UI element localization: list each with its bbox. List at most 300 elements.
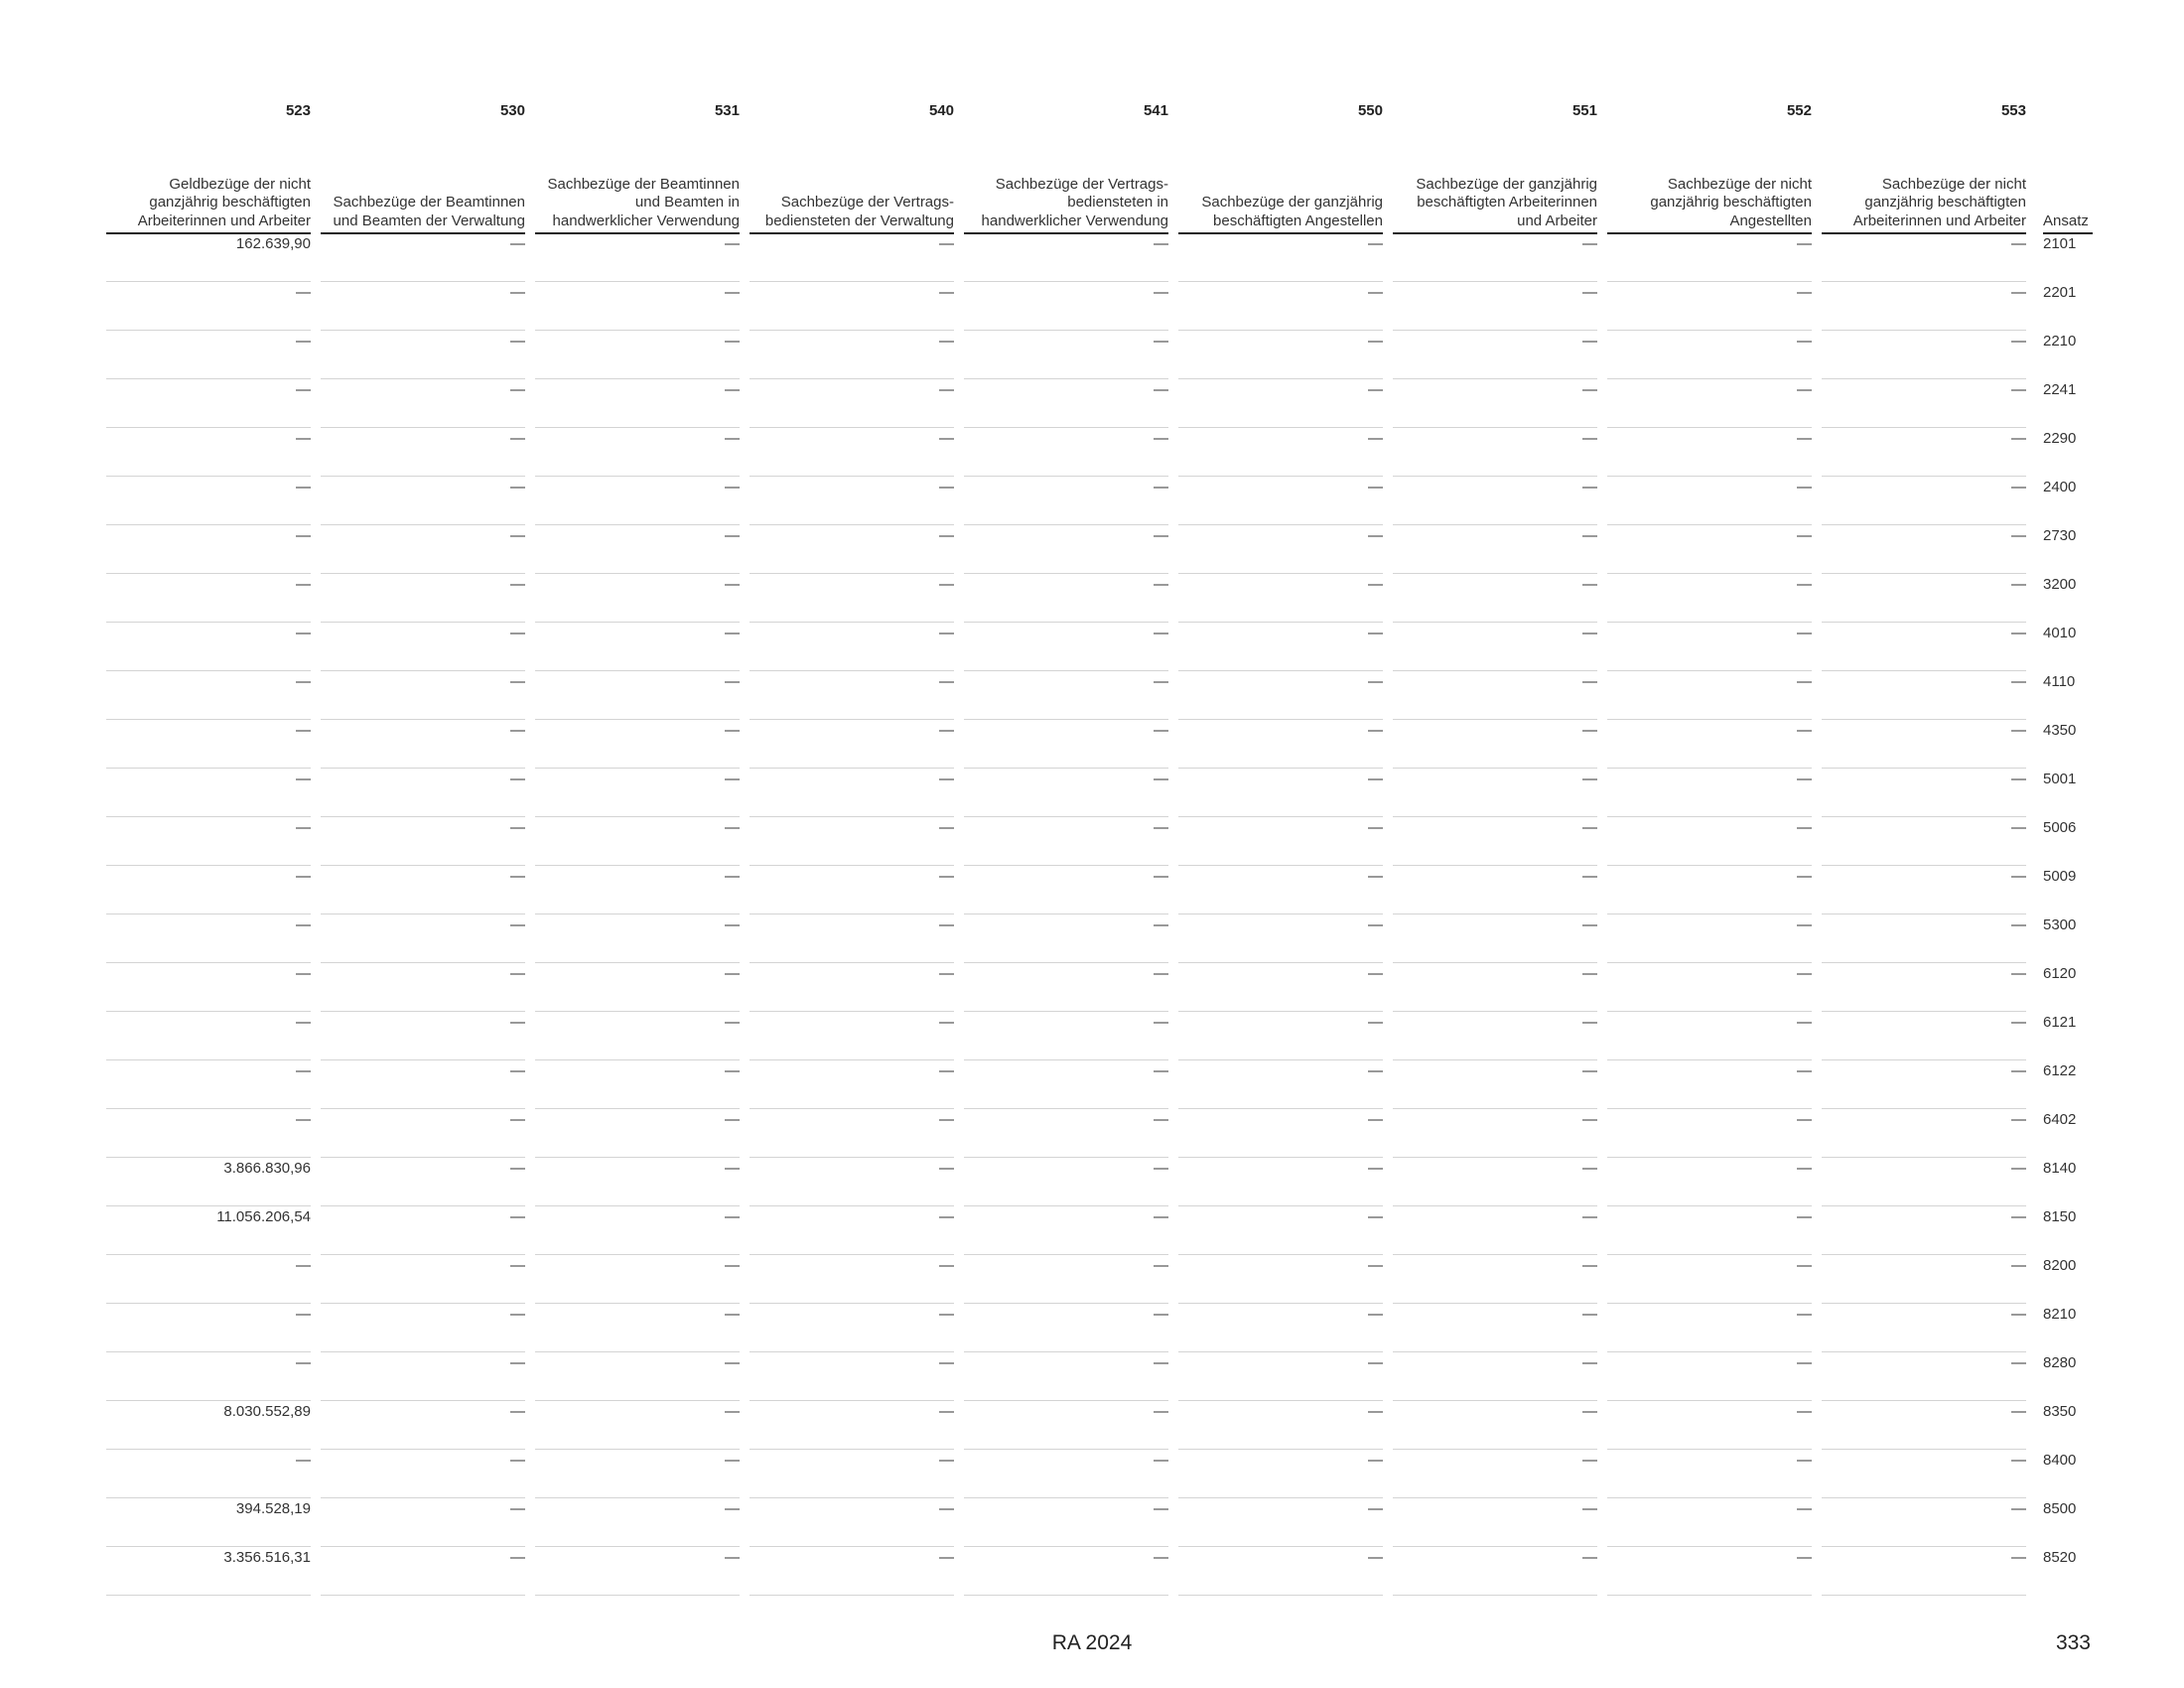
table-cell: — <box>1368 868 1383 885</box>
row-separator <box>321 816 525 817</box>
table-cell: — <box>1797 916 1812 933</box>
row-separator <box>1822 1497 2026 1498</box>
table-cell: — <box>2011 1549 2026 1566</box>
table-cell: — <box>2011 1014 2026 1031</box>
column-header-rule <box>964 232 1168 234</box>
row-separator <box>1393 816 1597 817</box>
row-separator <box>964 427 1168 428</box>
row-separator <box>1607 524 1812 525</box>
row-separator <box>1178 524 1383 525</box>
row-separator <box>1178 1303 1383 1304</box>
table-cell: — <box>725 1354 740 1371</box>
table-cell: — <box>1154 1500 1168 1517</box>
row-separator <box>321 622 525 623</box>
ansatz-code: 6122 <box>2043 1062 2077 1079</box>
table-cell: — <box>1797 1111 1812 1128</box>
table-cell: — <box>510 235 525 252</box>
row-separator <box>321 1497 525 1498</box>
row-separator <box>106 1011 311 1012</box>
table-cell: — <box>510 819 525 836</box>
table-cell: — <box>510 333 525 350</box>
row-separator <box>321 1205 525 1206</box>
row-separator <box>106 768 311 769</box>
row-separator <box>535 524 740 525</box>
table-cell: — <box>939 1257 954 1274</box>
ansatz-header-rule <box>2043 232 2093 234</box>
column-label-line: Arbeiterinnen und Arbeiter <box>1852 211 2026 229</box>
ansatz-code: 8140 <box>2043 1160 2077 1177</box>
row-separator <box>1822 865 2026 866</box>
row-separator <box>321 1351 525 1352</box>
table-cell: — <box>2011 1160 2026 1177</box>
row-separator <box>1393 1254 1597 1255</box>
row-separator <box>964 670 1168 671</box>
table-cell: — <box>725 819 740 836</box>
table-cell: — <box>725 1306 740 1323</box>
row-separator <box>1822 1449 2026 1450</box>
table-cell: — <box>1154 722 1168 739</box>
row-separator <box>1178 865 1383 866</box>
row-separator <box>535 865 740 866</box>
table-cell: — <box>1368 1014 1383 1031</box>
row-separator <box>1393 865 1597 866</box>
row-separator <box>535 427 740 428</box>
ansatz-code: 8200 <box>2043 1257 2077 1274</box>
row-separator <box>964 1351 1168 1352</box>
table-cell: — <box>1797 1500 1812 1517</box>
table-cell: — <box>1368 1403 1383 1420</box>
row-separator <box>1607 865 1812 866</box>
table-cell: — <box>1368 527 1383 544</box>
row-separator <box>535 1449 740 1450</box>
table-cell: — <box>939 527 954 544</box>
row-separator <box>1393 768 1597 769</box>
row-separator <box>535 1059 740 1060</box>
table-cell: — <box>510 625 525 641</box>
table-cell: — <box>2011 576 2026 593</box>
column-label-line: und Arbeiter <box>1517 211 1597 229</box>
table-cell: — <box>2011 381 2026 398</box>
table-cell: — <box>725 1208 740 1225</box>
table-cell: — <box>1582 576 1597 593</box>
row-separator <box>964 1205 1168 1206</box>
row-separator <box>321 1303 525 1304</box>
row-separator <box>106 524 311 525</box>
table-cell: — <box>725 916 740 933</box>
table-cell: — <box>725 381 740 398</box>
row-separator <box>1393 1011 1597 1012</box>
row-separator <box>1822 1595 2026 1596</box>
ansatz-code: 4350 <box>2043 722 2077 739</box>
table-cell: — <box>296 576 311 593</box>
table-cell: — <box>2011 868 2026 885</box>
column-label-line: ganzjährig beschäftigten <box>149 194 311 211</box>
row-separator <box>321 378 525 379</box>
table-cell: — <box>1368 235 1383 252</box>
table-cell: — <box>510 916 525 933</box>
row-separator <box>1607 1303 1812 1304</box>
table-cell: — <box>510 381 525 398</box>
row-separator <box>106 865 311 866</box>
row-separator <box>321 670 525 671</box>
row-separator <box>535 573 740 574</box>
row-separator <box>1607 962 1812 963</box>
row-separator <box>750 1011 954 1012</box>
table-cell: — <box>510 1403 525 1420</box>
table-cell: — <box>939 1062 954 1079</box>
row-separator <box>535 670 740 671</box>
column-header-rule <box>1393 232 1597 234</box>
column-label-line: Sachbezüge der ganzjährig <box>1201 194 1383 211</box>
table-cell: — <box>725 1014 740 1031</box>
row-separator <box>750 1400 954 1401</box>
row-separator <box>1393 573 1597 574</box>
column-label-line: Sachbezüge der Vertrags- <box>995 175 1168 193</box>
table-cell: — <box>1797 722 1812 739</box>
row-separator <box>1607 1497 1812 1498</box>
row-separator <box>964 1059 1168 1060</box>
row-separator <box>964 1595 1168 1596</box>
table-cell: — <box>2011 1500 2026 1517</box>
column-label-line: Angestellten <box>1729 211 1812 229</box>
column-header-rule <box>1178 232 1383 234</box>
table-cell: — <box>939 1014 954 1031</box>
row-separator <box>1607 476 1812 477</box>
row-separator <box>106 1205 311 1206</box>
row-separator <box>1178 573 1383 574</box>
table-cell: — <box>725 722 740 739</box>
row-separator <box>1178 330 1383 331</box>
row-separator <box>535 1497 740 1498</box>
footer-title: RA 2024 <box>1051 1631 1133 1654</box>
row-separator <box>750 719 954 720</box>
table-cell: — <box>510 1160 525 1177</box>
table-cell: — <box>1154 771 1168 787</box>
column-header-rule <box>106 232 311 234</box>
row-separator <box>750 1595 954 1596</box>
row-separator <box>1822 670 2026 671</box>
row-separator <box>750 524 954 525</box>
column-label-line: handwerklicher Verwendung <box>981 211 1168 229</box>
row-separator <box>1607 1595 1812 1596</box>
row-separator <box>1607 719 1812 720</box>
row-separator <box>750 573 954 574</box>
row-separator <box>106 1449 311 1450</box>
table-cell: — <box>1154 1111 1168 1128</box>
row-separator <box>964 1011 1168 1012</box>
row-separator <box>106 330 311 331</box>
table-cell: — <box>510 527 525 544</box>
table-cell: — <box>725 625 740 641</box>
row-separator <box>1607 622 1812 623</box>
row-separator <box>1607 378 1812 379</box>
row-separator <box>1822 1059 2026 1060</box>
column-label <box>529 175 740 230</box>
table-cell: — <box>939 916 954 933</box>
row-separator <box>321 524 525 525</box>
table-cell: — <box>725 1160 740 1177</box>
row-separator <box>750 865 954 866</box>
row-separator <box>1178 1351 1383 1352</box>
table-cell: — <box>1582 1062 1597 1079</box>
table-cell: — <box>1582 1208 1597 1225</box>
table-cell: — <box>1154 916 1168 933</box>
row-separator <box>1393 1108 1597 1109</box>
table-cell: — <box>1582 1160 1597 1177</box>
table-cell: — <box>725 1500 740 1517</box>
table-cell: — <box>510 576 525 593</box>
table-cell: — <box>296 673 311 690</box>
row-separator <box>1822 768 2026 769</box>
column-label-line: beschäftigten Arbeiterinnen <box>1417 194 1597 211</box>
row-separator <box>964 719 1168 720</box>
table-cell: — <box>725 673 740 690</box>
table-cell: — <box>2011 479 2026 495</box>
table-cell: — <box>510 1111 525 1128</box>
table-cell: 8.030.552,89 <box>223 1403 311 1420</box>
row-separator <box>750 281 954 282</box>
row-separator <box>321 719 525 720</box>
table-cell: — <box>1582 673 1597 690</box>
table-cell: — <box>296 333 311 350</box>
row-separator <box>1607 573 1812 574</box>
ansatz-code: 2400 <box>2043 479 2077 495</box>
table-cell: — <box>1368 1452 1383 1469</box>
row-separator <box>321 1400 525 1401</box>
table-cell: — <box>1154 868 1168 885</box>
table-cell: — <box>296 965 311 982</box>
column-header-rule <box>1607 232 1812 234</box>
column-label <box>744 175 954 230</box>
row-separator <box>321 1157 525 1158</box>
table-cell: — <box>939 1500 954 1517</box>
row-separator <box>535 1011 740 1012</box>
row-separator <box>1607 1205 1812 1206</box>
table-cell: — <box>1582 1403 1597 1420</box>
table-cell: — <box>939 1549 954 1566</box>
row-separator <box>321 427 525 428</box>
row-separator <box>535 1595 740 1596</box>
ansatz-code: 8500 <box>2043 1500 2077 1517</box>
ansatz-code: 2210 <box>2043 333 2077 350</box>
row-separator <box>750 1351 954 1352</box>
row-separator <box>535 719 740 720</box>
table-cell: — <box>510 868 525 885</box>
row-separator <box>1607 1108 1812 1109</box>
table-cell: — <box>2011 235 2026 252</box>
row-separator <box>1822 1157 2026 1158</box>
table-cell: — <box>510 479 525 495</box>
table-cell: — <box>1368 965 1383 982</box>
column-code: 541 <box>1143 102 1168 119</box>
table-cell: — <box>1582 284 1597 301</box>
row-separator <box>750 1254 954 1255</box>
column-code: 550 <box>1357 102 1383 119</box>
row-separator <box>1393 1497 1597 1498</box>
table-cell: — <box>1154 1160 1168 1177</box>
row-separator <box>1178 1205 1383 1206</box>
row-separator <box>750 816 954 817</box>
table-cell: — <box>1797 625 1812 641</box>
table-cell: — <box>296 916 311 933</box>
row-separator <box>1607 1157 1812 1158</box>
row-separator <box>964 962 1168 963</box>
table-cell: — <box>1797 1403 1812 1420</box>
column-label-line: bediensteten in <box>1067 194 1168 211</box>
row-separator <box>964 865 1168 866</box>
row-separator <box>964 330 1168 331</box>
row-separator <box>1393 1205 1597 1206</box>
table-cell: — <box>2011 722 2026 739</box>
column-code: 552 <box>1786 102 1812 119</box>
row-separator <box>106 476 311 477</box>
row-separator <box>106 1303 311 1304</box>
table-cell: — <box>939 479 954 495</box>
row-separator <box>1607 1011 1812 1012</box>
table-cell: — <box>1582 430 1597 447</box>
row-separator <box>964 1400 1168 1401</box>
table-cell: — <box>1368 1500 1383 1517</box>
ansatz-code: 5001 <box>2043 771 2077 787</box>
row-separator <box>535 1351 740 1352</box>
table-cell: — <box>1368 722 1383 739</box>
table-cell: — <box>1797 333 1812 350</box>
ansatz-code: 6402 <box>2043 1111 2077 1128</box>
ansatz-code: 3200 <box>2043 576 2077 593</box>
column-label-line: Sachbezüge der Beamtinnen <box>333 194 525 211</box>
ansatz-code: 2201 <box>2043 284 2077 301</box>
table-cell: — <box>1368 381 1383 398</box>
table-cell: — <box>2011 965 2026 982</box>
column-header-rule <box>1822 232 2026 234</box>
table-cell: — <box>2011 673 2026 690</box>
row-separator <box>106 622 311 623</box>
row-separator <box>321 573 525 574</box>
column-label-line: ganzjährig beschäftigten <box>1650 194 1812 211</box>
table-cell: — <box>1582 527 1597 544</box>
table-cell: — <box>1582 1354 1597 1371</box>
table-cell: — <box>1368 284 1383 301</box>
table-cell: — <box>1582 916 1597 933</box>
row-separator <box>535 622 740 623</box>
table-cell: — <box>939 235 954 252</box>
table-cell: — <box>1582 819 1597 836</box>
table-cell: — <box>939 1160 954 1177</box>
table-cell: — <box>1797 381 1812 398</box>
table-cell: — <box>296 819 311 836</box>
column-label <box>1601 175 1812 230</box>
table-cell: — <box>1797 1014 1812 1031</box>
row-separator <box>535 281 740 282</box>
row-separator <box>1607 1254 1812 1255</box>
table-cell: — <box>510 1354 525 1371</box>
row-separator <box>535 816 740 817</box>
table-cell: — <box>939 819 954 836</box>
row-separator <box>750 622 954 623</box>
column-label-line: bediensteten der Verwaltung <box>764 211 954 229</box>
table-cell: — <box>510 1257 525 1274</box>
row-separator <box>321 1449 525 1450</box>
table-cell: — <box>725 965 740 982</box>
ansatz-code: 6120 <box>2043 965 2077 982</box>
table-cell: — <box>725 576 740 593</box>
table-cell: — <box>1797 673 1812 690</box>
table-cell: 3.356.516,31 <box>223 1549 311 1566</box>
table-cell: — <box>1154 1354 1168 1371</box>
row-separator <box>1607 1400 1812 1401</box>
ansatz-code: 8280 <box>2043 1354 2077 1371</box>
row-separator <box>1607 768 1812 769</box>
table-cell: — <box>1154 1306 1168 1323</box>
table-cell: — <box>1368 625 1383 641</box>
table-cell: — <box>1154 1452 1168 1469</box>
table-cell: — <box>939 1403 954 1420</box>
row-separator <box>750 670 954 671</box>
column-code: 551 <box>1571 102 1597 119</box>
table-cell: — <box>1797 284 1812 301</box>
table-cell: — <box>939 576 954 593</box>
row-separator <box>1393 1059 1597 1060</box>
column-label <box>315 175 525 230</box>
table-cell: — <box>2011 1403 2026 1420</box>
row-separator <box>1607 1546 1812 1547</box>
table-cell: — <box>1154 1014 1168 1031</box>
row-separator <box>1393 1157 1597 1158</box>
row-separator <box>1178 378 1383 379</box>
table-cell: — <box>296 1452 311 1469</box>
table-cell: — <box>1154 479 1168 495</box>
ansatz-code: 5300 <box>2043 916 2077 933</box>
table-cell: — <box>939 722 954 739</box>
table-cell: — <box>1797 965 1812 982</box>
table-cell: — <box>1368 673 1383 690</box>
row-separator <box>535 1400 740 1401</box>
row-separator <box>1822 1546 2026 1547</box>
ansatz-header: Ansatz <box>2043 212 2089 229</box>
table-cell: — <box>1368 1160 1383 1177</box>
table-cell: — <box>939 284 954 301</box>
table-cell: — <box>939 771 954 787</box>
table-cell: — <box>2011 1452 2026 1469</box>
row-separator <box>750 1546 954 1547</box>
row-separator <box>1822 622 2026 623</box>
ansatz-code: 2730 <box>2043 527 2077 544</box>
row-separator <box>321 1546 525 1547</box>
ansatz-code: 2241 <box>2043 381 2077 398</box>
row-separator <box>964 378 1168 379</box>
table-cell: — <box>1582 1549 1597 1566</box>
table-cell: — <box>1797 1160 1812 1177</box>
table-cell: — <box>1154 1549 1168 1566</box>
column-header-rule <box>321 232 525 234</box>
row-separator <box>535 1157 740 1158</box>
row-separator <box>1822 719 2026 720</box>
ansatz-code: 8350 <box>2043 1403 2077 1420</box>
row-separator <box>1393 1303 1597 1304</box>
table-cell: — <box>510 673 525 690</box>
table-cell: — <box>296 527 311 544</box>
row-separator <box>321 281 525 282</box>
table-cell: — <box>1368 1306 1383 1323</box>
row-separator <box>1178 1449 1383 1450</box>
row-separator <box>321 1108 525 1109</box>
table-cell: — <box>296 1062 311 1079</box>
column-label-line: Sachbezüge der nicht <box>1667 175 1812 193</box>
table-cell: — <box>1154 576 1168 593</box>
row-separator <box>106 1254 311 1255</box>
table-cell: — <box>296 284 311 301</box>
table-cell: 11.056.206,54 <box>216 1208 311 1225</box>
